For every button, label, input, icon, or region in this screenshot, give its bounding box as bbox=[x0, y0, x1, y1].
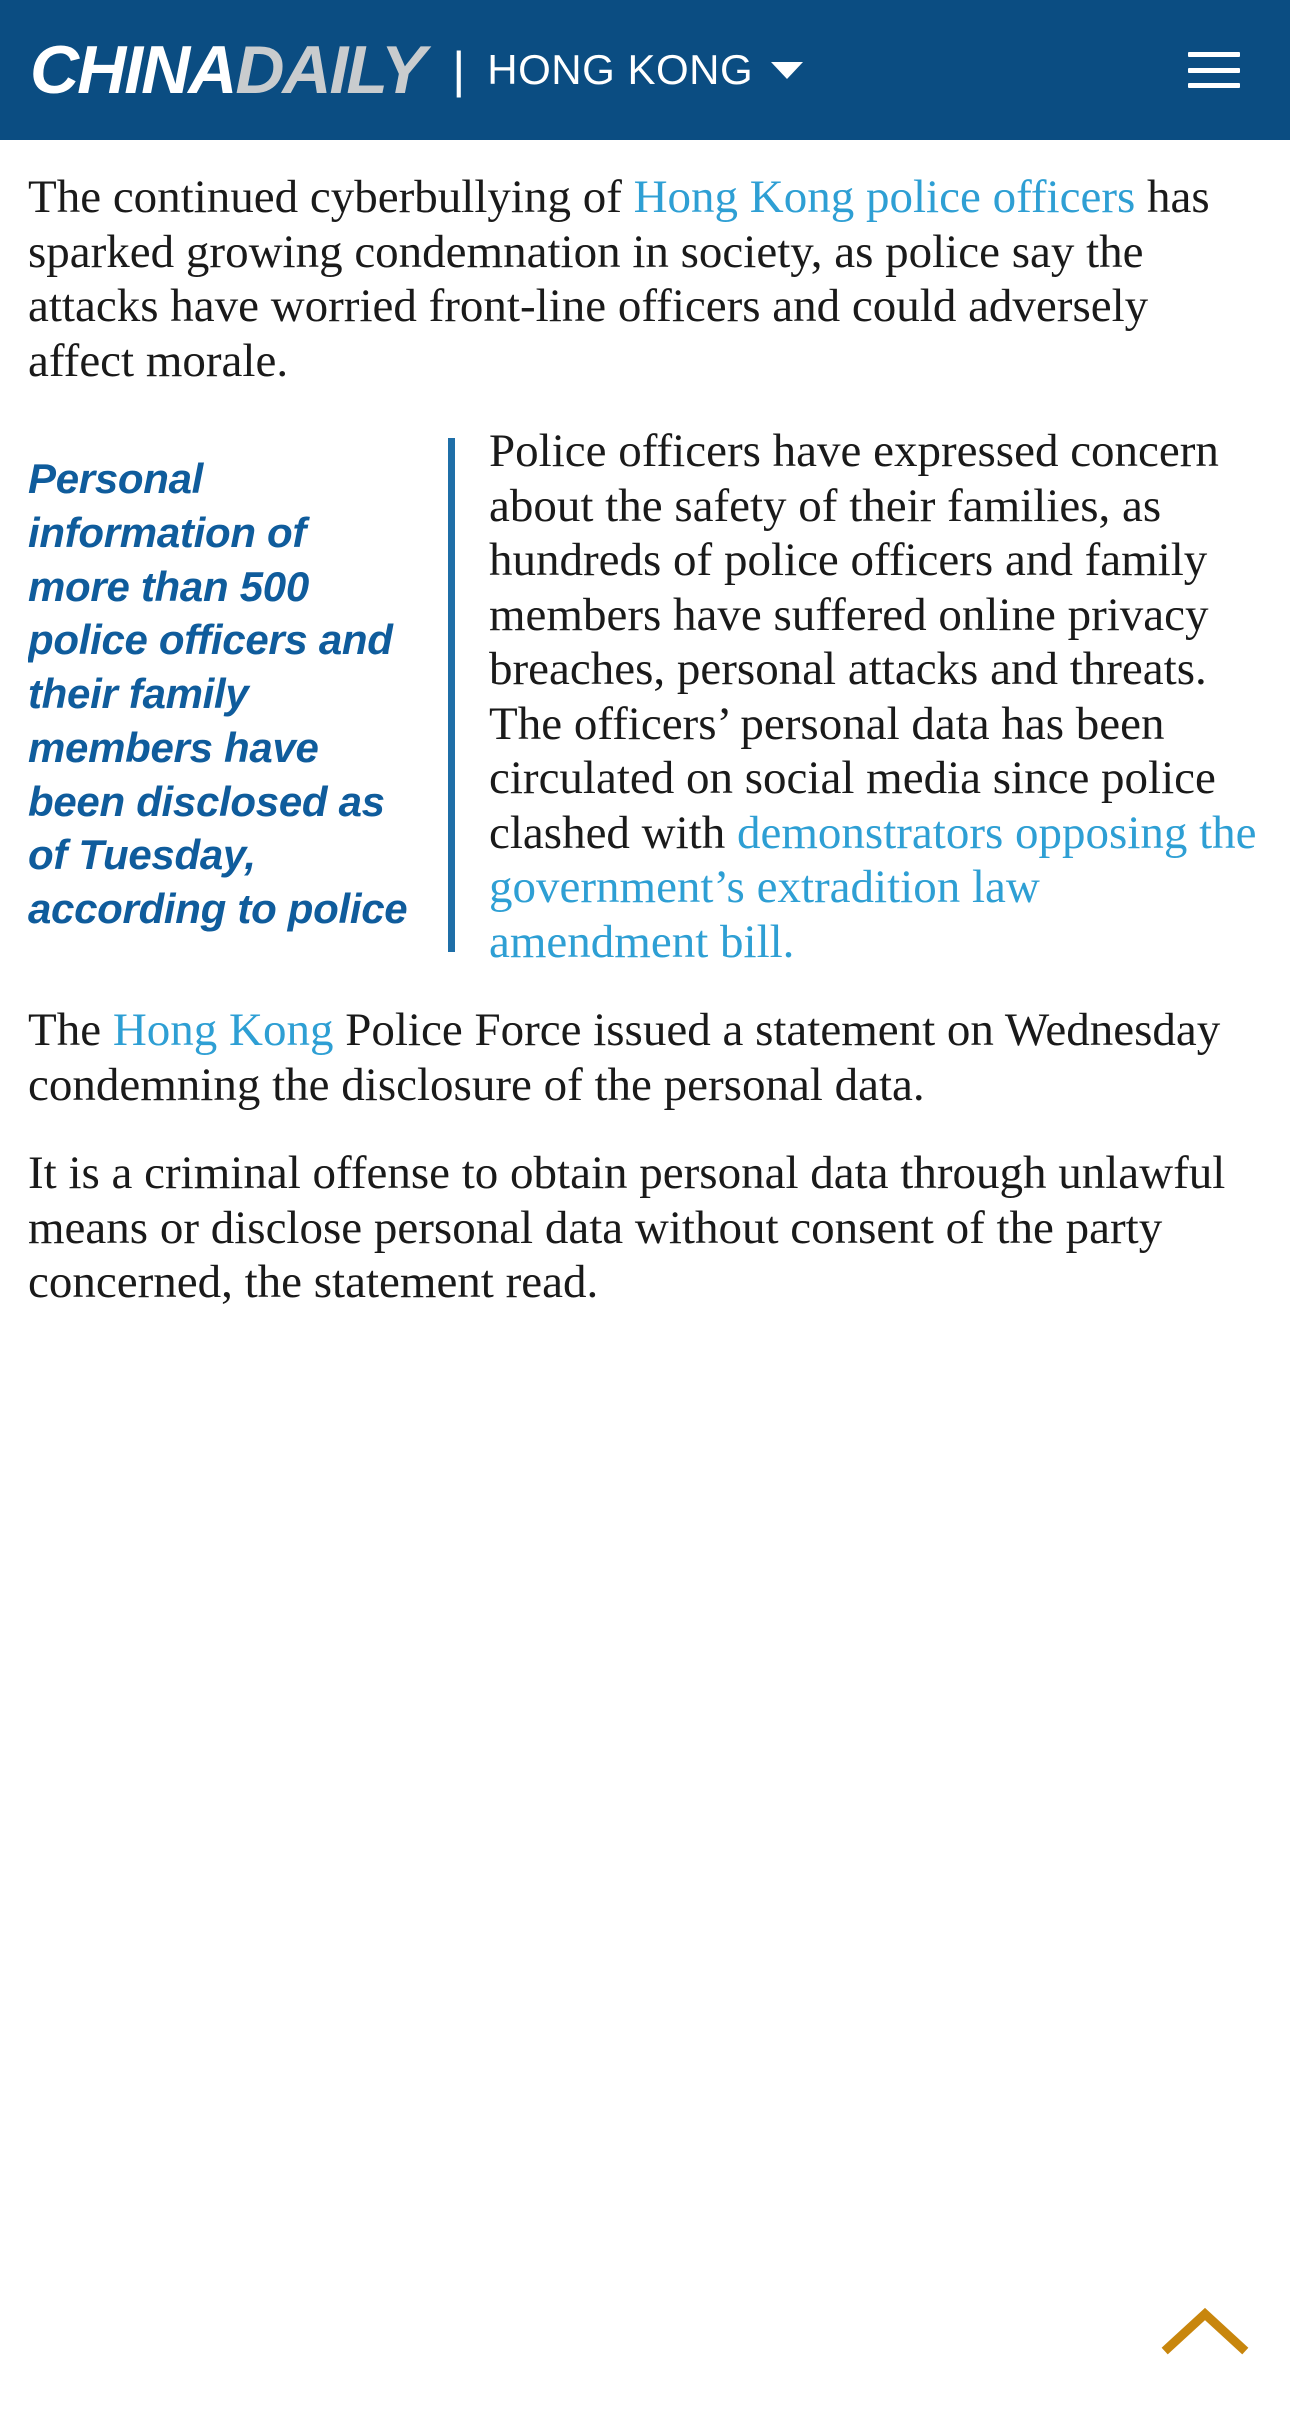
hamburger-bar bbox=[1188, 68, 1240, 73]
chevron-up-icon bbox=[1160, 2300, 1250, 2360]
hamburger-bar bbox=[1188, 52, 1240, 57]
link-hong-kong-police-officers[interactable]: Hong Kong police officers bbox=[633, 171, 1136, 223]
paragraph-4: It is a criminal offense to obtain personal data through unlawful means or disclose personal data without consent of the party concerned, the statement read. bbox=[28, 1147, 1226, 1309]
logo-daily-text: DAILY bbox=[235, 32, 425, 108]
pullquote-block bbox=[28, 424, 1262, 969]
link-hong-kong[interactable]: Hong Kong bbox=[112, 1004, 334, 1057]
back-to-top-button[interactable] bbox=[1160, 2300, 1250, 2360]
pullquote-text: Personal information of more than 500 police officers and their family members have been disclosed as of Tuesday, according to police bbox=[28, 455, 408, 933]
link-demonstrators-extradition-bill[interactable]: demonstrators opposing the government’s extradition law amendment bill. bbox=[489, 806, 1257, 968]
site-header bbox=[0, 0, 1290, 140]
site-logo[interactable] bbox=[30, 32, 425, 108]
paragraph-1-pre: The continued cyberbullying of bbox=[28, 171, 634, 223]
paragraph-1-post: has sparked growing condemnation in society, as police say the attacks have worried front-line officers and could adversely affect morale. bbox=[28, 171, 1210, 387]
paragraph-2-pre: Police officers have expressed concern about the safety of their families, as hundreds of police officers and family members have suffered online privacy breaches, personal attacks and threats. The officers’ personal data has been circulated on social media since police clashed with bbox=[489, 425, 1219, 859]
hamburger-bar bbox=[1188, 83, 1240, 88]
hamburger-menu-icon[interactable] bbox=[1188, 52, 1240, 88]
edition-selector[interactable] bbox=[487, 46, 803, 94]
paragraph-3-pre: The bbox=[28, 1004, 113, 1057]
paragraph-1 bbox=[28, 170, 1262, 388]
paragraph-3 bbox=[28, 1003, 1262, 1112]
paragraph-3-post: Police Force issued a statement on Wednesday condemning the disclosure of the personal data. bbox=[28, 1004, 1221, 1111]
header-divider: | bbox=[452, 42, 466, 98]
chevron-down-icon bbox=[771, 62, 803, 79]
article-body bbox=[0, 170, 1290, 1310]
logo-china-text: CHINA bbox=[30, 32, 236, 108]
pullquote bbox=[28, 438, 455, 952]
edition-label: HONG KONG bbox=[487, 46, 754, 93]
